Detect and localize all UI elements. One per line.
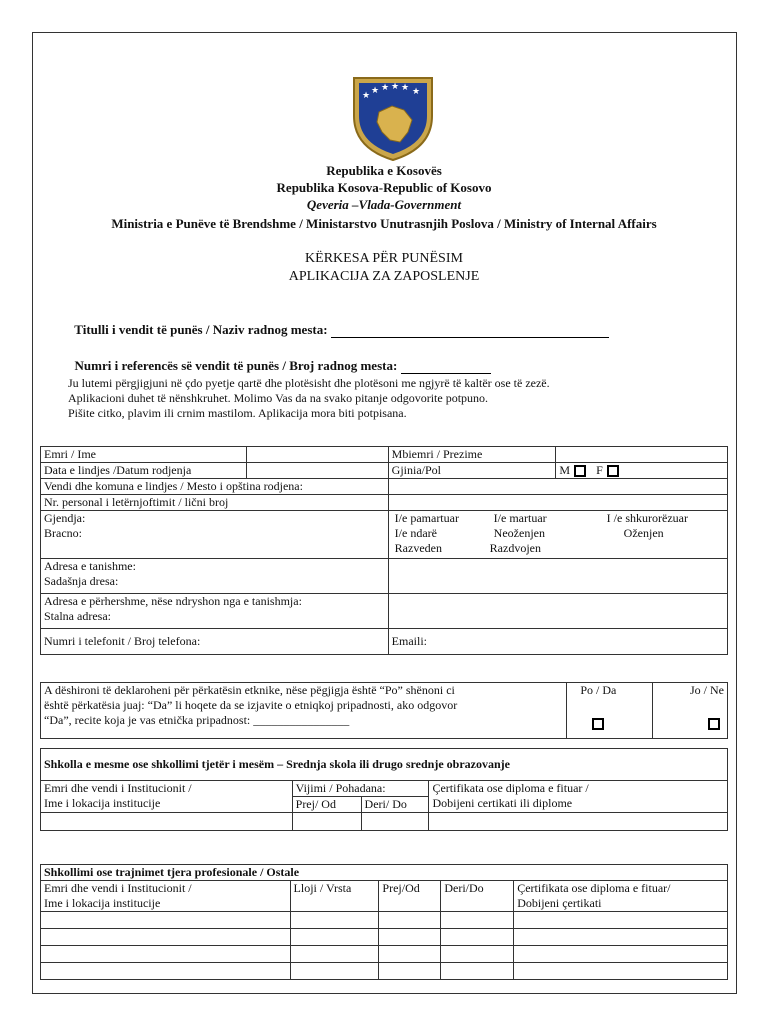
ethnicity-table bbox=[40, 682, 728, 739]
input-cell[interactable] bbox=[41, 912, 291, 929]
cert-line-a: Çertifikata ose diploma e fituar/ bbox=[517, 881, 671, 895]
surname-input[interactable] bbox=[556, 447, 728, 463]
to-header: Deri/ Do bbox=[361, 797, 429, 813]
input-cell[interactable] bbox=[441, 963, 514, 980]
input-cell[interactable] bbox=[514, 912, 728, 929]
secondary-heading: Shkolla e mesme ose shkollimi tjetër i mesëm – Srednja skola ili drugo srednje obrazovanje bbox=[41, 749, 728, 781]
phone-label: Numri i telefonit / Broj telefona: bbox=[41, 629, 389, 655]
inst-line-a: Emri dhe vendi i Institucionit / bbox=[44, 881, 192, 895]
male-checkbox[interactable] bbox=[574, 465, 586, 477]
svg-text:★: ★ bbox=[391, 82, 400, 92]
table-row bbox=[41, 683, 728, 739]
current-address-input[interactable] bbox=[388, 559, 727, 594]
current-address-b: Sadašnja dresa: bbox=[44, 574, 119, 588]
option-razdvojen[interactable]: Razdvojen bbox=[489, 541, 541, 555]
male-label: M bbox=[559, 463, 571, 477]
prof-cert-header bbox=[514, 881, 728, 912]
secondary-cert-header bbox=[429, 781, 728, 813]
svg-text:★: ★ bbox=[401, 83, 410, 93]
table-row bbox=[41, 749, 728, 781]
dob-label: Data e lindjes /Datum rodjenja bbox=[41, 463, 247, 479]
female-checkbox[interactable] bbox=[607, 465, 619, 477]
id-number-label: Nr. personal i letërnjoftimit / lični broj bbox=[41, 495, 389, 511]
permanent-address-input[interactable] bbox=[388, 594, 727, 629]
table-row bbox=[41, 447, 728, 463]
input-cell[interactable] bbox=[361, 813, 429, 831]
input-cell[interactable] bbox=[441, 912, 514, 929]
birthplace-label: Vendi dhe komuna e lindjes / Mesto i opština rodjena: bbox=[41, 479, 389, 495]
from-header: Prej/ Od bbox=[292, 797, 361, 813]
input-cell[interactable] bbox=[290, 946, 379, 963]
gender-label: Gjinia/Pol bbox=[388, 463, 556, 479]
input-cell[interactable] bbox=[292, 813, 361, 831]
input-cell[interactable] bbox=[290, 963, 379, 980]
kosovo-coat-of-arms bbox=[352, 76, 434, 162]
current-address-label bbox=[41, 559, 389, 594]
marital-label-a: Gjendja: bbox=[44, 511, 86, 525]
professional-training-table bbox=[40, 864, 728, 980]
name-label: Emri / Ime bbox=[41, 447, 247, 463]
cert-line-a: Çertifikata ose diploma e fituar / bbox=[432, 781, 589, 795]
form-title-2: APLIKACIJA ZA ZAPOSLENJE bbox=[288, 269, 480, 284]
ethnicity-line: A dëshironi të deklaroheni për përkatësin etknike, nëse pëgjigja është “Po” shënoni ci bbox=[44, 683, 455, 697]
option-married[interactable]: I/e martuar bbox=[493, 511, 547, 525]
header-line-3: Qeveria –Vlada-Government bbox=[306, 197, 462, 212]
option-razveden[interactable]: Razveden bbox=[394, 541, 442, 555]
svg-text:★: ★ bbox=[412, 87, 421, 97]
table-row bbox=[41, 463, 728, 479]
no-cell bbox=[653, 683, 728, 739]
option-separated[interactable]: I/e ndarë bbox=[394, 526, 437, 540]
input-cell[interactable] bbox=[514, 946, 728, 963]
permanent-address-b: Stalna adresa: bbox=[44, 609, 111, 623]
input-cell[interactable] bbox=[379, 912, 441, 929]
job-title-label: Titulli i vendit të punës / Naziv radnog mesta: bbox=[68, 306, 609, 338]
yes-label: Po / Da bbox=[580, 683, 617, 697]
female-label: F bbox=[596, 463, 603, 477]
name-input[interactable] bbox=[246, 447, 388, 463]
job-title-input[interactable] bbox=[331, 325, 609, 338]
ref-number-label: Numri i referencës së vendit të punës / Broj radnog mesta: bbox=[68, 342, 491, 374]
table-row bbox=[41, 781, 728, 797]
form-title-1: KËRKESA PËR PUNËSIM bbox=[305, 251, 463, 266]
secondary-education-table bbox=[40, 748, 728, 831]
option-ozenjen[interactable]: Oženjen bbox=[623, 526, 664, 540]
input-cell[interactable] bbox=[441, 946, 514, 963]
inst-line-b: Ime i lokacija institucije bbox=[44, 796, 161, 810]
ref-number-input[interactable] bbox=[401, 361, 491, 374]
table-row bbox=[41, 629, 728, 655]
birthplace-input[interactable] bbox=[388, 479, 727, 495]
input-cell[interactable] bbox=[41, 963, 291, 980]
input-cell[interactable] bbox=[441, 929, 514, 946]
table-row bbox=[41, 881, 728, 912]
attendance-header: Vijimi / Pohadana: bbox=[292, 781, 429, 797]
input-cell[interactable] bbox=[41, 813, 293, 831]
table-row bbox=[41, 495, 728, 511]
instruction-line: Pišite citko, plavim ili crnim mastilom. Aplikacija mora biti potpisana. bbox=[68, 406, 407, 420]
marital-label bbox=[41, 511, 389, 559]
current-address-a: Adresa e tanishme: bbox=[44, 559, 136, 573]
input-cell[interactable] bbox=[379, 946, 441, 963]
inst-line-a: Emri dhe vendi i Institucionit / bbox=[44, 781, 192, 795]
cert-line-b: Dobijeni çertikati bbox=[517, 896, 602, 910]
marital-label-b: Bracno: bbox=[44, 526, 82, 540]
surname-label: Mbiemri / Prezime bbox=[388, 447, 556, 463]
table-row bbox=[41, 479, 728, 495]
input-cell[interactable] bbox=[290, 929, 379, 946]
option-neozenjen[interactable]: Neoženjen bbox=[493, 526, 545, 540]
ethnicity-question bbox=[41, 683, 567, 739]
table-row bbox=[41, 594, 728, 629]
table-row bbox=[41, 559, 728, 594]
table-row bbox=[41, 963, 728, 980]
instruction-line: Aplikacioni duhet të nënshkruhet. Molimo Vas da na svako pitanje odgovorite potpuno. bbox=[68, 391, 489, 405]
input-cell[interactable] bbox=[379, 929, 441, 946]
instruction-line: Ju lutemi përgjigjuni në çdo pyetje qartë dhe plotësisht dhe plotësoni me ngjyrë të kaltër ose të zezë. bbox=[68, 376, 550, 390]
header-line-4: Ministria e Punëve të Brendshme / Ministarstvo Unutrasnjih Poslova / Ministry of Internal Affairs bbox=[111, 216, 657, 231]
no-label: Jo / Ne bbox=[690, 683, 724, 697]
permanent-address-a: Adresa e përhershme, nëse ndryshon nga e tanishmja: bbox=[44, 594, 302, 608]
instructions bbox=[68, 376, 550, 421]
prof-institution-header bbox=[41, 881, 291, 912]
ethnicity-line: “Da”, recite koja je vas etnička pripadnost: ________________ bbox=[44, 713, 350, 727]
option-divorced[interactable]: I /e shkurorëzuar bbox=[606, 511, 688, 525]
personal-data-table bbox=[40, 446, 728, 655]
email-label[interactable]: Emaili: bbox=[388, 629, 727, 655]
input-cell[interactable] bbox=[514, 963, 728, 980]
ethnicity-line: është përkatësia juaj: “Da” li hoqete da se izjavite o etniqkoj pripadnosti, ako odgovor bbox=[44, 698, 458, 712]
from-header: Prej/Od bbox=[379, 881, 441, 912]
header-line-2: Republika Kosova-Republic of Kosovo bbox=[276, 180, 492, 195]
secondary-institution-header bbox=[41, 781, 293, 813]
table-row bbox=[41, 912, 728, 929]
table-row bbox=[41, 929, 728, 946]
cert-line-b: Dobijeni certikati ili diplome bbox=[432, 796, 573, 810]
id-number-input[interactable] bbox=[388, 495, 727, 511]
input-cell[interactable] bbox=[290, 912, 379, 929]
table-row bbox=[41, 946, 728, 963]
to-header: Deri/Do bbox=[441, 881, 514, 912]
input-cell[interactable] bbox=[429, 813, 728, 831]
svg-text:★: ★ bbox=[381, 83, 390, 93]
input-cell[interactable] bbox=[514, 929, 728, 946]
no-checkbox[interactable] bbox=[708, 718, 720, 730]
input-cell[interactable] bbox=[379, 963, 441, 980]
table-row bbox=[41, 865, 728, 881]
permanent-address-label bbox=[41, 594, 389, 629]
table-row bbox=[41, 813, 728, 831]
marital-options[interactable] bbox=[388, 511, 727, 559]
yes-checkbox[interactable] bbox=[592, 718, 604, 730]
professional-heading: Shkollimi ose trajnimet tjera profesionale / Ostale bbox=[41, 865, 728, 881]
input-cell[interactable] bbox=[41, 946, 291, 963]
dob-input[interactable] bbox=[246, 463, 388, 479]
yes-cell bbox=[567, 683, 653, 739]
svg-text:★: ★ bbox=[362, 91, 371, 101]
table-row bbox=[41, 511, 728, 559]
svg-text:★: ★ bbox=[371, 86, 380, 96]
inst-line-b: Ime i lokacija institucije bbox=[44, 896, 161, 910]
type-header: Lloji / Vrsta bbox=[290, 881, 379, 912]
option-single[interactable]: I/e pamartuar bbox=[394, 511, 459, 525]
header-line-1: Republika e Kosovës bbox=[326, 163, 442, 178]
input-cell[interactable] bbox=[41, 929, 291, 946]
gender-options bbox=[556, 463, 728, 479]
